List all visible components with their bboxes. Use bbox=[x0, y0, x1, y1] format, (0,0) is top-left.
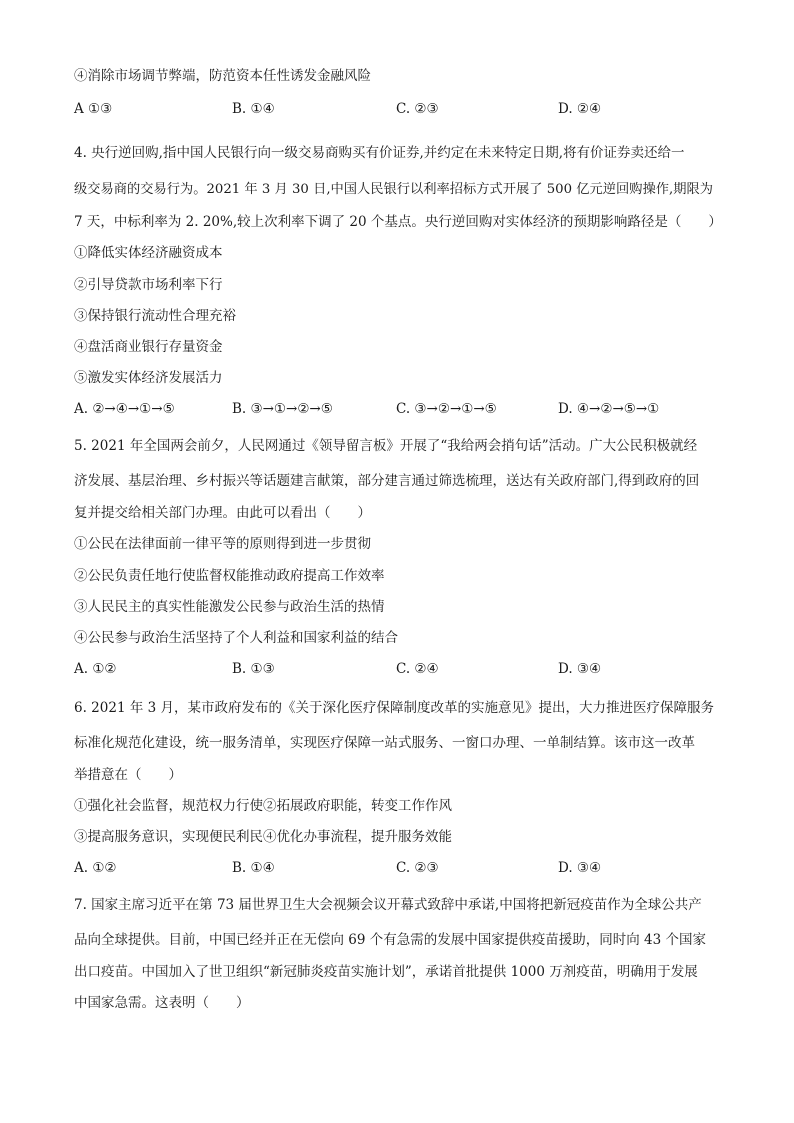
q3-option-d: D. ②④ bbox=[558, 101, 602, 117]
q6-item-line-2: ③提高服务意识，实现便民利民④优化办事流程，提升服务效能 bbox=[74, 829, 452, 845]
q4-option-a: A. ②→④→①→⑤ bbox=[74, 401, 175, 417]
q4-stem-line-3: 7 天，中标利率为 2. 20%,较上次利率下调了 20 个基点。央行逆回购对实体经济的预期影响路径是（ ） bbox=[74, 214, 722, 230]
q6-stem-line-1: 6. 2021 年 3 月，某市政府发布的《关于深化医疗保障制度改革的实施意见》提出，大力推进医疗保障服务 bbox=[74, 700, 714, 716]
q7-stem-line-2: 品向全球提供。目前，中国已经并正在无偿向 69 个有急需的发展中国家提供疫苗援助，同时向 43 个国家 bbox=[74, 932, 707, 948]
q4-item-5: ⑤激发实体经济发展活力 bbox=[74, 370, 223, 386]
q5-options bbox=[74, 659, 724, 679]
q6-options bbox=[74, 858, 724, 878]
q4-option-d: D. ④→②→⑤→① bbox=[558, 401, 660, 417]
q6-item-line-1: ①强化社会监督，规范权力行使②拓展政府职能，转变工作作风 bbox=[74, 798, 452, 814]
q5-option-b: B. ①③ bbox=[232, 661, 275, 677]
q5-item-1: ①公民在法律面前一律平等的原则得到进一步贯彻 bbox=[74, 536, 371, 552]
q5-item-4: ④公民参与政治生活坚持了个人利益和国家利益的结合 bbox=[74, 630, 398, 646]
q3-item-4: ④消除市场调节弊端，防范资本任性诱发金融风险 bbox=[74, 68, 371, 84]
q5-stem-line-2: 济发展、基层治理、乡村振兴等话题建言献策，部分建言通过筛选梳理，送达有关政府部门,得到政府的回 bbox=[74, 473, 700, 489]
q4-stem-line-1: 4. 央行逆回购,指中国人民银行向一级交易商购买有价证券,并约定在未来特定日期,将有价证券卖还给一 bbox=[74, 145, 685, 161]
q4-options bbox=[74, 399, 724, 419]
q3-option-b: B. ①④ bbox=[232, 101, 275, 117]
q4-item-2: ②引导贷款市场利率下行 bbox=[74, 277, 223, 293]
q4-stem-line-2: 级交易商的交易行为。2021 年 3 月 30 日,中国人民银行以利率招标方式开展了 500 亿元逆回购操作,期限为 bbox=[74, 182, 713, 197]
q5-option-c: C. ②④ bbox=[396, 661, 439, 677]
q4-item-4: ④盘活商业银行存量资金 bbox=[74, 339, 223, 355]
q5-stem-line-3: 复并提交给相关部门办理。由此可以看出（ ） bbox=[74, 505, 371, 521]
q6-stem-line-3: 举措意在（ ） bbox=[74, 767, 182, 783]
q6-option-a: A. ①② bbox=[74, 860, 117, 876]
q3-option-c: C. ②③ bbox=[396, 101, 439, 117]
q5-option-d: D. ③④ bbox=[558, 661, 602, 677]
q5-item-3: ③人民民主的真实性能激发公民参与政治生活的热情 bbox=[74, 599, 385, 615]
q4-option-b: B. ③→①→②→⑤ bbox=[232, 401, 333, 417]
q6-option-b: B. ①④ bbox=[232, 860, 275, 876]
q5-option-a: A. ①② bbox=[74, 661, 117, 677]
q4-item-1: ①降低实体经济融资成本 bbox=[74, 245, 223, 261]
q6-stem-line-2: 标准化规范化建设，统一服务清单，实现医疗保障一站式服务、一窗口办理、一单制结算。该市这一改革 bbox=[74, 735, 695, 751]
q4-option-c: C. ③→②→①→⑤ bbox=[396, 401, 497, 417]
q6-option-c: C. ②③ bbox=[396, 860, 439, 876]
q7-stem-line-4: 中国家急需。这表明（ ） bbox=[74, 995, 250, 1011]
q7-stem-line-1: 7. 国家主席习近平在第 73 届世界卫生大会视频会议开幕式致辞中承诺,中国将把新冠疫苗作为全球公共产 bbox=[74, 897, 702, 913]
q3-options bbox=[74, 99, 724, 119]
q5-item-2: ②公民负责任地行使监督权能推动政府提高工作效率 bbox=[74, 568, 385, 584]
q5-stem-line-1: 5. 2021 年全国两会前夕，人民网通过《领导留言板》开展了“我给两会捎句话”活动。广大公民积极就经 bbox=[74, 438, 698, 454]
q6-option-d: D. ③④ bbox=[558, 860, 602, 876]
q3-option-a: A ①③ bbox=[74, 101, 113, 117]
q4-item-3: ③保持银行流动性合理充裕 bbox=[74, 308, 236, 324]
q7-stem-line-3: 出口疫苗。中国加入了世卫组织“新冠肺炎疫苗实施计划”，承诺首批提供 1000 万剂疫苗，明确用于发展 bbox=[74, 964, 698, 980]
